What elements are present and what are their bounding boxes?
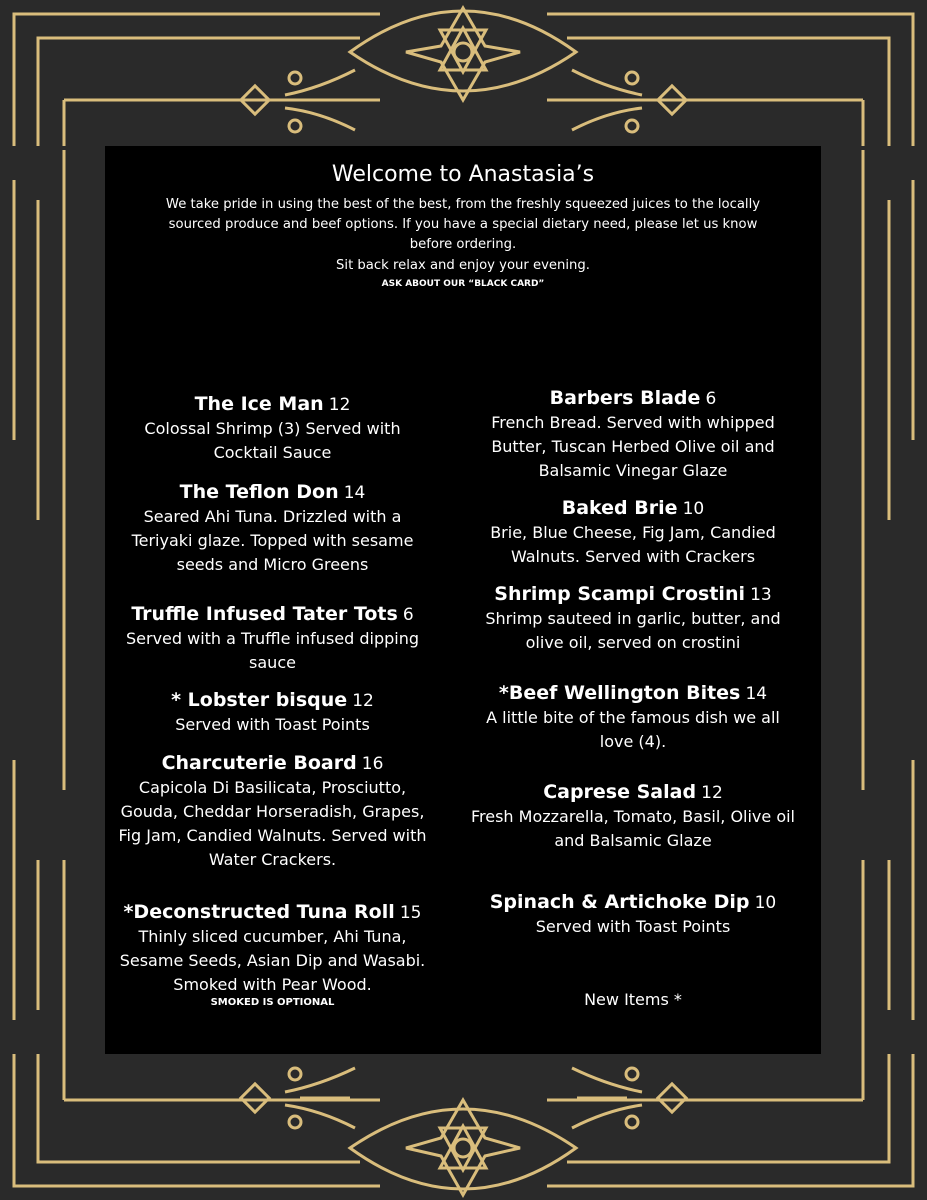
item-name: Charcuterie Board	[161, 752, 357, 774]
item-description: A little bite of the famous dish we all love (4).	[486, 708, 780, 751]
menu-item-charcuterie-board	[115, 751, 430, 872]
menu-item-shrimp-scampi	[468, 582, 798, 655]
intro-title: Welcome to Anastasia’s	[331, 162, 595, 187]
item-price: 14	[343, 483, 366, 503]
item-note: SMOKED IS OPTIONAL	[210, 997, 335, 1008]
frame-inner-top-right	[567, 38, 889, 146]
item-price: 6	[402, 605, 414, 625]
menu-item-lobster-bisque	[115, 688, 430, 737]
menu-item-tater-tots	[115, 602, 430, 675]
item-description: Capicola Di Basilicata, Prosciutto, Gouda, Cheddar Horseradish, Grapes, Fig Jam, Candied Walnuts. Served with Water Crackers.	[118, 778, 427, 869]
menu-item-barbers-blade	[468, 386, 798, 483]
intro-black-card: ASK ABOUT OUR “BLACK CARD”	[381, 279, 545, 289]
item-description: Seared Ahi Tuna. Drizzled with a Teriyaki glaze. Topped with sesame seeds and Micro Greens	[131, 507, 414, 574]
item-price: 12	[352, 691, 374, 711]
item-name: Truffle Infused Tater Tots	[131, 603, 398, 625]
item-price: 10	[682, 499, 705, 519]
menu-item-spinach-dip	[468, 890, 798, 939]
intro-body: We take pride in using the best of the best, from the freshly squeezed juices to the locally sourced produce and beef options. If you have a special dietary need, please let us know before ordering.	[165, 197, 761, 252]
item-name: Spinach & Artichoke Dip	[489, 891, 750, 913]
item-description: Brie, Blue Cheese, Fig Jam, Candied Walnuts. Served with Crackers	[490, 523, 776, 566]
new-items-note: New Items *	[584, 990, 682, 1009]
menu-item-beef-wellington	[468, 681, 798, 754]
item-description: Served with Toast Points	[175, 715, 370, 734]
item-name: Caprese Salad	[543, 781, 697, 803]
item-name: * Lobster bisque	[171, 689, 348, 711]
item-description: Thinly sliced cucumber, Ahi Tuna, Sesame Seeds, Asian Dip and Wasabi. Smoked with Pear Wood.	[119, 927, 426, 994]
item-price: 16	[361, 754, 384, 774]
item-price: 12	[701, 783, 723, 803]
item-description: Served with a Truffle infused dipping sauce	[125, 629, 420, 672]
frame-top-right	[547, 14, 913, 146]
item-name: Shrimp Scampi Crostini	[494, 583, 745, 605]
frame-inner-bottom-left	[38, 1054, 360, 1162]
menu-item-teflon-don	[115, 480, 430, 577]
menu-item-baked-brie	[468, 496, 798, 569]
item-price: 6	[705, 389, 717, 409]
item-price: 13	[750, 585, 772, 605]
frame-bottom-right	[547, 1054, 913, 1186]
item-name: The Teflon Don	[179, 481, 339, 503]
item-name: *Deconstructed Tuna Roll	[123, 901, 395, 923]
item-name: Barbers Blade	[549, 387, 701, 409]
star-medallion-icon-top	[350, 8, 576, 100]
star-medallion-icon-bottom	[350, 1100, 576, 1195]
item-description: Colossal Shrimp (3) Served with Cocktail Sauce	[144, 419, 401, 462]
item-description: Shrimp sauteed in garlic, butter, and olive oil, served on crostini	[485, 609, 781, 652]
frame-inner-bottom-right	[567, 1054, 889, 1162]
item-name: The Ice Man	[194, 393, 324, 415]
menu-item-caprese-salad	[468, 780, 798, 853]
intro	[105, 146, 821, 289]
menu-item-tuna-roll	[115, 900, 430, 1009]
frame-inner-top-left	[38, 38, 360, 146]
item-price: 10	[754, 893, 777, 913]
frame-bottom-left	[14, 1054, 380, 1186]
ornament-bottom-left	[241, 1068, 355, 1128]
menu-item-ice-man	[115, 392, 430, 465]
ornament-bottom-right	[572, 1068, 686, 1128]
item-description: Served with Toast Points	[535, 917, 731, 936]
item-description: Fresh Mozzarella, Tomato, Basil, Olive oil and Balsamic Glaze	[470, 807, 795, 850]
item-name: *Beef Wellington Bites	[498, 682, 741, 704]
item-price: 14	[745, 684, 768, 704]
menu-panel	[105, 146, 821, 1054]
item-description: French Bread. Served with whipped Butter, Tuscan Herbed Olive oil and Balsamic Vinegar Glaze	[491, 413, 775, 480]
intro-line2: Sit back relax and enjoy your evening.	[336, 258, 590, 273]
item-price: 12	[328, 395, 351, 415]
frame-top-left	[14, 14, 380, 146]
item-price: 15	[399, 903, 422, 923]
item-name: Baked Brie	[561, 497, 678, 519]
